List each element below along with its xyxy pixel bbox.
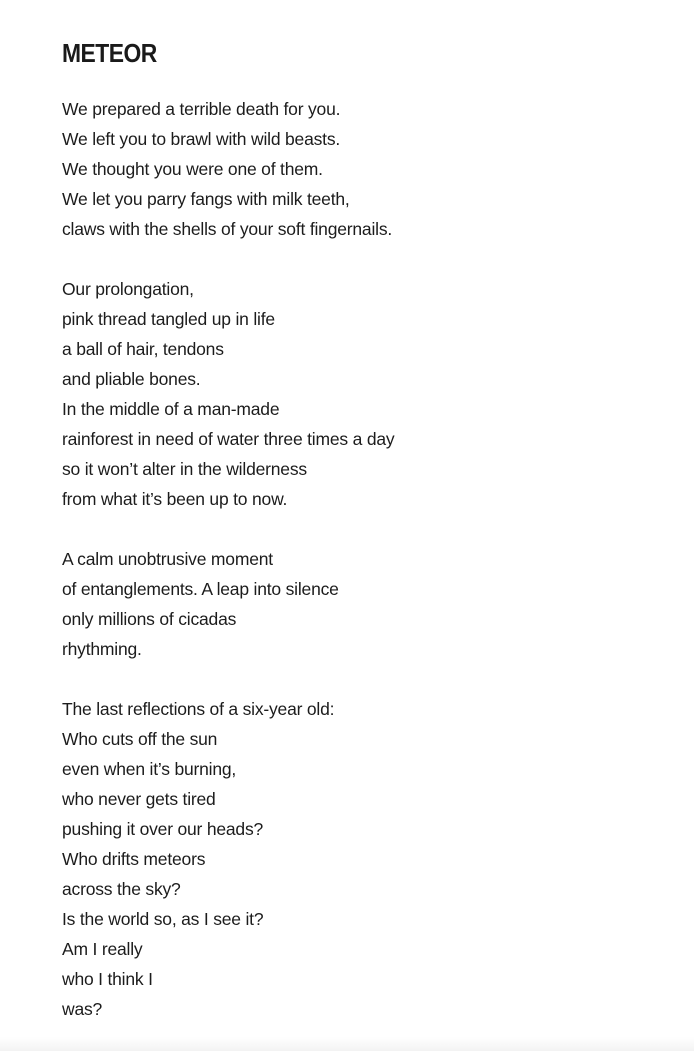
poem-line: We left you to brawl with wild beasts.: [62, 129, 341, 149]
poem-line: pink thread tangled up in life: [62, 309, 275, 329]
poem-line: was?: [62, 999, 103, 1019]
poem-body: [62, 94, 694, 1024]
poem-line: We prepared a terrible death for you.: [62, 99, 341, 119]
poem-line: We thought you were one of them.: [62, 159, 323, 179]
poem-line: Who drifts meteors: [62, 849, 206, 869]
poem-line: We let you parry fangs with milk teeth,: [62, 189, 350, 209]
poem-line: across the sky?: [62, 879, 181, 899]
poem-line: claws with the shells of your soft fingernails.: [62, 219, 393, 239]
poem-line: Is the world so, as I see it?: [62, 909, 264, 929]
stanza-3: [62, 544, 694, 664]
poem-line: rainforest in need of water three times a day: [62, 429, 395, 449]
stanza-2: [62, 274, 694, 514]
poem-line: only millions of cicadas: [62, 609, 237, 629]
poem-line: The last reflections of a six-year old:: [62, 699, 335, 719]
poem-line: Am I really: [62, 939, 143, 959]
page-bottom-shade: [0, 1037, 694, 1051]
poem-line: even when it’s burning,: [62, 759, 237, 779]
stanza-1: [62, 94, 694, 244]
poem-line: who I think I: [62, 969, 153, 989]
poem-line: from what it’s been up to now.: [62, 489, 288, 509]
poem-line: a ball of hair, tendons: [62, 339, 224, 359]
poem-line: Who cuts off the sun: [62, 729, 218, 749]
poem-title: METEOR: [62, 38, 157, 68]
poem-line: pushing it over our heads?: [62, 819, 264, 839]
poem-line: In the middle of a man-made: [62, 399, 280, 419]
poem-line: A calm unobtrusive moment: [62, 549, 273, 569]
poem-line: Our prolongation,: [62, 279, 194, 299]
stanza-4: [62, 694, 694, 1024]
poem-line: so it won’t alter in the wilderness: [62, 459, 307, 479]
poem-line: rhythming.: [62, 639, 142, 659]
poem-line: of entanglements. A leap into silence: [62, 579, 339, 599]
poem-line: and pliable bones.: [62, 369, 201, 389]
poem-line: who never gets tired: [62, 789, 216, 809]
